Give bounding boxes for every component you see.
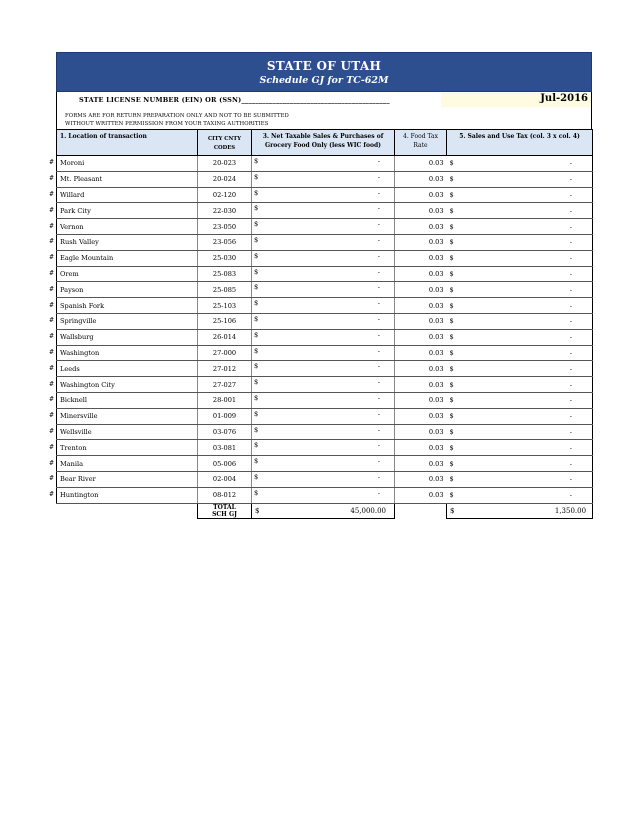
code-cell: 25-083 [198,266,252,282]
amount-input-cell[interactable]: - [266,171,395,187]
total-amount-dollar: $ [252,503,266,518]
location-cell[interactable] [49,156,198,172]
tax-cell: - [461,377,593,393]
col-tax-header: 5. Sales and Use Tax (col. 3 x col. 4) [447,130,593,156]
location-cell[interactable] [49,250,198,266]
tax-cell: - [461,156,593,172]
location-cell[interactable] [49,282,198,298]
amount-dollar-cell: $ [252,282,266,298]
row-marker: # [49,443,55,451]
rate-cell: 0.03 [395,171,447,187]
location-cell[interactable] [49,298,198,314]
total-label-line-1: TOTAL [213,503,236,511]
row-marker: # [49,396,55,404]
table-row [57,234,593,250]
tax-dollar-cell: $ [447,298,461,314]
tax-dollar-cell: $ [447,424,461,440]
col-rate-header: 4. Food Tax Rate [395,130,447,156]
rate-cell: 0.03 [395,203,447,219]
rate-cell: 0.03 [395,234,447,250]
tax-cell: - [461,471,593,487]
tax-cell: - [461,298,593,314]
amount-input-cell[interactable]: - [266,156,395,172]
code-cell: 20-023 [198,156,252,172]
col-net-sales-header: 3. Net Taxable Sales & Purchases of Grocery Food Only (less WIC food) [252,130,395,156]
schedule-table [49,129,593,519]
table-row [57,424,593,440]
amount-dollar-cell: $ [252,171,266,187]
location-cell[interactable] [49,408,198,424]
amount-dollar-cell: $ [252,266,266,282]
location-cell[interactable] [49,440,198,456]
row-marker: # [49,175,55,183]
total-amount: 45,000.00 [266,503,395,518]
tax-cell: - [461,266,593,282]
tax-dollar-cell: $ [447,250,461,266]
amount-dollar-cell: $ [252,392,266,408]
amount-dollar-cell: $ [252,377,266,393]
code-cell: 22-030 [198,203,252,219]
rate-cell: 0.03 [395,266,447,282]
location-name: Park City [60,206,91,215]
location-name: Spanish Fork [60,301,105,310]
tax-dollar-cell: $ [447,156,461,172]
tax-dollar-cell: $ [447,282,461,298]
code-cell: 25-030 [198,250,252,266]
notice-line-2: WITHOUT WRITTEN PERMISSION FROM YOUR TAXING AUTHORITIES [65,121,269,127]
tax-dollar-cell: $ [447,219,461,235]
total-row [57,503,593,518]
location-cell[interactable] [49,392,198,408]
code-cell: 23-056 [198,234,252,250]
amount-dollar-cell: $ [252,487,266,503]
location-cell[interactable] [49,329,198,345]
tax-dollar-cell: $ [447,187,461,203]
table-row [57,361,593,377]
amount-dollar-cell: $ [252,471,266,487]
row-marker: # [49,238,55,246]
table-row [57,487,593,503]
amount-input-cell[interactable]: - [266,219,395,235]
rate-cell: 0.03 [395,313,447,329]
amount-input-cell[interactable]: - [266,424,395,440]
amount-dollar-cell: $ [252,203,266,219]
tax-dollar-cell: $ [447,471,461,487]
rate-cell: 0.03 [395,424,447,440]
tax-dollar-cell: $ [447,329,461,345]
location-name: Payson [60,285,84,294]
table-row [57,313,593,329]
form-subtitle: Schedule GJ for TC-62M [259,75,389,86]
tax-cell: - [461,203,593,219]
row-marker: # [49,491,55,499]
code-cell: 02-120 [198,187,252,203]
location-cell[interactable] [49,203,198,219]
amount-dollar-cell: $ [252,408,266,424]
amount-dollar-cell: $ [252,298,266,314]
location-name: Eagle Mountain [60,254,114,263]
rate-cell: 0.03 [395,456,447,472]
location-cell[interactable] [49,171,198,187]
tax-cell: - [461,171,593,187]
location-name: Moroni [60,159,85,168]
table-row [57,377,593,393]
license-number-field[interactable]: STATE LICENSE NUMBER (EIN) OR (SSN)___________________________________________ [79,96,390,104]
location-name: Springville [60,317,97,326]
code-cell: 28-001 [198,392,252,408]
tax-cell: - [461,219,593,235]
table-row [57,345,593,361]
row-marker: # [49,301,55,309]
amount-dollar-cell: $ [252,250,266,266]
code-cell: 08-012 [198,487,252,503]
total-label [198,503,252,518]
rate-cell: 0.03 [395,298,447,314]
amount-input-cell[interactable]: - [266,313,395,329]
code-cell: 27-027 [198,377,252,393]
amount-input-cell[interactable]: - [266,487,395,503]
amount-input-cell[interactable]: - [266,456,395,472]
code-cell: 25-103 [198,298,252,314]
tax-dollar-cell: $ [447,456,461,472]
location-name: Wellsville [60,427,92,436]
table-row [57,171,593,187]
row-marker: # [49,190,55,198]
code-cell: 05-006 [198,456,252,472]
tax-cell: - [461,282,593,298]
tax-dollar-cell: $ [447,487,461,503]
row-marker: # [49,317,55,325]
total-label-line-2: SCH GJ [212,510,237,518]
location-name: Bicknell [60,396,88,405]
location-name: Orem [60,269,79,278]
amount-dollar-cell: $ [252,440,266,456]
tax-cell: - [461,408,593,424]
table-row [57,392,593,408]
rate-cell: 0.03 [395,329,447,345]
total-tax: 1,350.00 [461,503,593,518]
location-name: Manila [60,459,84,468]
location-name: Vernon [60,222,84,231]
rate-cell: 0.03 [395,345,447,361]
table-row [57,298,593,314]
rate-cell: 0.03 [395,392,447,408]
row-marker: # [49,222,55,230]
amount-dollar-cell: $ [252,361,266,377]
amount-dollar-cell: $ [252,234,266,250]
code-cell: 23-050 [198,219,252,235]
tax-cell: - [461,234,593,250]
table-row [57,471,593,487]
title-banner [56,52,592,92]
rate-cell: 0.03 [395,361,447,377]
amount-input-cell[interactable]: - [266,203,395,219]
rate-cell: 0.03 [395,250,447,266]
amount-input-cell[interactable]: - [266,282,395,298]
location-cell[interactable] [49,266,198,282]
col-location-header: 1. Location of transaction [57,130,198,156]
table-row [57,282,593,298]
location-cell[interactable] [49,219,198,235]
amount-input-cell[interactable]: - [266,266,395,282]
amount-input-cell[interactable]: - [266,377,395,393]
row-marker: # [49,380,55,388]
location-cell[interactable] [49,377,198,393]
tax-dollar-cell: $ [447,203,461,219]
row-marker: # [49,159,55,167]
row-marker: # [49,348,55,356]
amount-dollar-cell: $ [252,156,266,172]
tax-cell: - [461,424,593,440]
tax-dollar-cell: $ [447,266,461,282]
header-row [57,130,593,156]
table-row [57,456,593,472]
rate-cell: 0.03 [395,282,447,298]
code-cell: 26-014 [198,329,252,345]
location-cell[interactable] [49,424,198,440]
amount-input-cell[interactable]: - [266,471,395,487]
tax-dollar-cell: $ [447,313,461,329]
row-marker: # [49,412,55,420]
amount-input-cell[interactable]: - [266,187,395,203]
rate-cell: 0.03 [395,187,447,203]
location-name: Willard [60,190,85,199]
row-marker: # [49,269,55,277]
tax-cell: - [461,361,593,377]
location-name: Washington [60,348,100,357]
form-title: STATE OF UTAH [266,59,382,73]
schedule-gj-sheet [49,52,592,519]
rate-cell: 0.03 [395,408,447,424]
tax-cell: - [461,440,593,456]
location-name: Wallsburg [60,333,94,342]
col-code-header: CITY CNTY CODES [198,130,252,156]
total-tax-dollar: $ [447,503,461,518]
rate-cell: 0.03 [395,377,447,393]
location-cell[interactable] [49,313,198,329]
location-name: Rush Valley [60,238,99,247]
amount-input-cell[interactable]: - [266,408,395,424]
table-row [57,219,593,235]
code-cell: 20-024 [198,171,252,187]
tax-cell: - [461,487,593,503]
row-marker: # [49,364,55,372]
row-marker: # [49,285,55,293]
code-cell: 01-009 [198,408,252,424]
tax-cell: - [461,313,593,329]
code-cell: 25-106 [198,313,252,329]
code-cell: 25-085 [198,282,252,298]
table-row [57,250,593,266]
amount-input-cell[interactable]: - [266,440,395,456]
tax-dollar-cell: $ [447,234,461,250]
code-cell: 27-000 [198,345,252,361]
amount-dollar-cell: $ [252,345,266,361]
location-name: Mt. Pleasant [60,175,103,184]
notice-line-1: FORMS ARE FOR RETURN PREPARATION ONLY AND NOT TO BE SUBMITTED [65,113,289,119]
tax-cell: - [461,187,593,203]
license-row [56,92,592,109]
amount-dollar-cell: $ [252,187,266,203]
tax-dollar-cell: $ [447,345,461,361]
row-marker: # [49,333,55,341]
location-name: Trenton [60,443,87,452]
tax-dollar-cell: $ [447,171,461,187]
amount-dollar-cell: $ [252,329,266,345]
table-row [57,187,593,203]
location-cell[interactable] [49,487,198,503]
amount-input-cell[interactable]: - [266,345,395,361]
code-cell: 02-004 [198,471,252,487]
row-marker: # [49,254,55,262]
tax-cell: - [461,250,593,266]
table-body [49,156,593,504]
row-marker: # [49,206,55,214]
table-row [57,329,593,345]
tax-dollar-cell: $ [447,392,461,408]
row-marker: # [49,427,55,435]
location-cell[interactable] [49,345,198,361]
location-cell[interactable] [49,456,198,472]
location-cell[interactable] [49,187,198,203]
amount-input-cell[interactable]: - [266,234,395,250]
amount-dollar-cell: $ [252,424,266,440]
amount-input-cell[interactable]: - [266,250,395,266]
table-row [57,156,593,172]
location-cell[interactable] [49,361,198,377]
rate-cell: 0.03 [395,440,447,456]
location-name: Huntington [60,491,99,500]
rate-cell: 0.03 [395,219,447,235]
amount-input-cell[interactable]: - [266,298,395,314]
location-name: Bear River [60,475,96,484]
code-cell: 03-081 [198,440,252,456]
rate-cell: 0.03 [395,487,447,503]
location-name: Minersville [60,412,98,421]
rate-cell: 0.03 [395,471,447,487]
table-row [57,408,593,424]
tax-dollar-cell: $ [447,377,461,393]
table-row [57,203,593,219]
row-marker: # [49,459,55,467]
code-cell: 03-076 [198,424,252,440]
table-row [57,440,593,456]
amount-input-cell[interactable]: - [266,361,395,377]
notice-text [56,109,592,129]
rate-cell: 0.03 [395,156,447,172]
tax-dollar-cell: $ [447,408,461,424]
tax-dollar-cell: $ [447,440,461,456]
location-name: Leeds [60,364,80,373]
tax-cell: - [461,456,593,472]
amount-dollar-cell: $ [252,313,266,329]
row-marker: # [49,475,55,483]
tax-cell: - [461,345,593,361]
code-cell: 27-012 [198,361,252,377]
amount-dollar-cell: $ [252,456,266,472]
location-cell[interactable] [49,234,198,250]
tax-cell: - [461,329,593,345]
amount-dollar-cell: $ [252,219,266,235]
location-name: Washington City [60,380,115,389]
period-date: Jul-2016 [441,93,591,107]
tax-cell: - [461,392,593,408]
tax-dollar-cell: $ [447,361,461,377]
location-cell[interactable] [49,471,198,487]
table-row [57,266,593,282]
amount-input-cell[interactable]: - [266,392,395,408]
amount-input-cell[interactable]: - [266,329,395,345]
